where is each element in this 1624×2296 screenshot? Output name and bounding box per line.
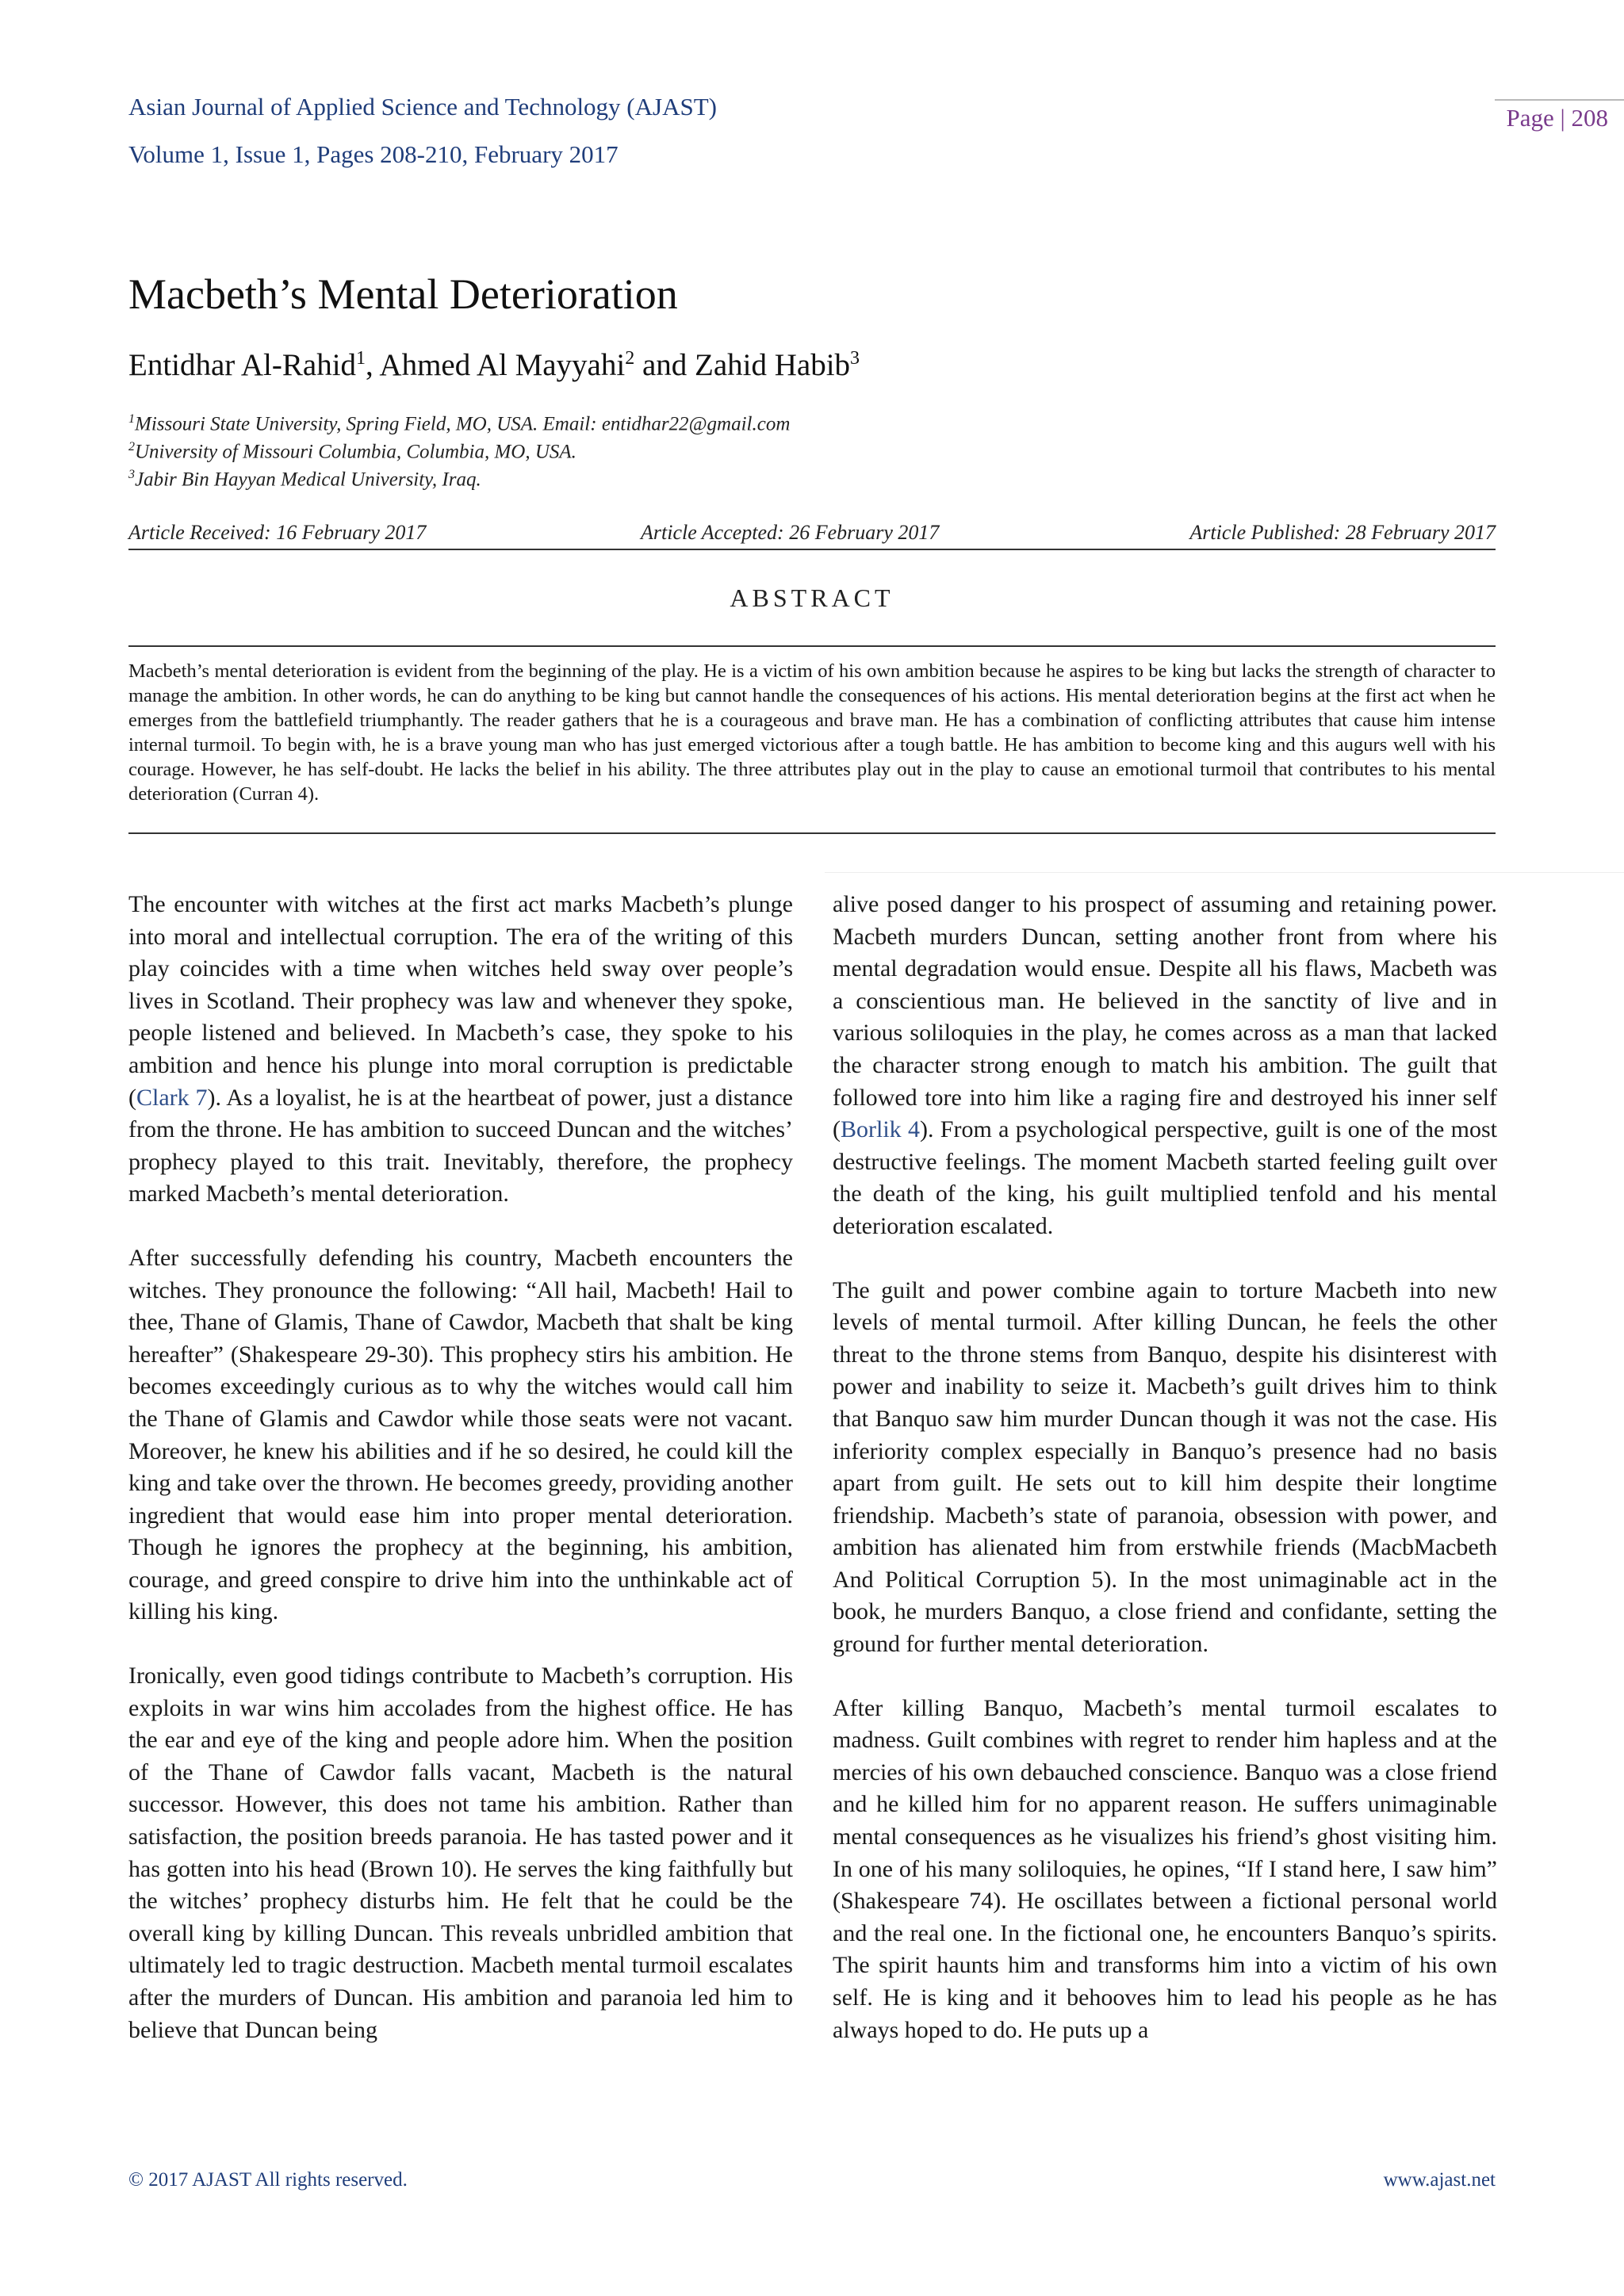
affiliation	[128, 412, 790, 435]
abstract-text: Macbeth’s mental deterioration is evident from the beginning of the play. He is a victim of his own ambition because he aspires to be king but lacks the strength of character to manage the ambition. In other words, he can do anything to be king but cannot handle the consequences of his actions. His mental deterioration begins at the first act when he emerges from the battlefield triumphantly. The reader gathers that he is a courageous and brave man. He has a combination of conflicting attributes that cause him intense internal turmoil. To begin with, he is a brave young man who has just emerged victorious after a tough battle. He has ambition to become king and this augurs well with his courage. However, he has self-doubt. He lacks the belief in his ability. The three attributes play out in the play to cause an emotional turmoil that contributes to his mental deterioration (Curran 4).	[128, 660, 1496, 805]
affiliation-text: Jabir Bin Hayyan Medical University, Iraq.	[135, 469, 481, 491]
author-affiliation-mark: 1	[356, 348, 366, 369]
paragraph-text: ). From a psychological perspective, guilt is one of the most destructive feelings. The moment Macbeth started feeling guilt over the death of the king, his guilt multiplied tenfold and his mental deterioration escalated.	[833, 1116, 1498, 1239]
header-rule	[1495, 99, 1624, 101]
paragraph-text: alive posed danger to his prospect of assuming and retaining power. Macbeth murders Duncan, setting another front from where his mental degradation would ensue. Despite all his flaws, Macbeth was a conscientious man. He believed in the sanctity of live and in various soliloquies in the play, he comes across as a man that lacked the character strong enough to match his ambition. The guilt that followed tore into him like a raging fire and destroyed his inner self (	[833, 891, 1497, 1143]
dates-rule	[128, 549, 1496, 550]
body-paragraph	[128, 1660, 793, 2046]
journal-volume-info: Volume 1, Issue 1, Pages 208-210, February 2017	[128, 140, 619, 168]
date-published: Article Published: 28 February 2017	[1189, 521, 1496, 544]
body-paragraph	[833, 889, 1497, 1243]
author-list	[128, 347, 860, 383]
column-divider-rule	[825, 872, 1624, 873]
body-paragraph	[833, 1275, 1497, 1661]
author-name: Ahmed Al Mayyahi	[379, 348, 626, 382]
paragraph-text: The guilt and power combine again to torture Macbeth into new levels of mental turmoil. After killing Duncan, he feels the other threat to the throne stems from Banquo, despite his disinterest with power and inability to seize it. Macbeth’s guilt drives him to think that Banquo saw him murder Duncan though it was not the case. His inferiority complex especially in Banquo’s presence had no basis apart from guilt. He sets out to kill him despite their longtime friendship. Macbeth’s state of paranoia, obsession with power, and ambition has alienated him from erstwhile friends (MacbMacbeth And Political Corruption 5). In the most unimaginable act in the book, he murders Banquo, a close friend and confidante, setting the ground for further mental deterioration.	[833, 1276, 1497, 1658]
article-title: Macbeth’s Mental Deterioration	[128, 270, 678, 318]
copyright-notice: © 2017 AJAST All rights reserved.	[128, 2169, 408, 2191]
journal-name: Asian Journal of Applied Science and Technology (AJAST)	[128, 93, 717, 121]
date-accepted: Article Accepted: 26 February 2017	[641, 521, 940, 544]
affiliation-text: Missouri State University, Spring Field, MO, USA. Email: entidhar22@gmail.com	[135, 413, 791, 435]
date-received: Article Received: 16 February 2017	[128, 521, 427, 544]
affiliation-mark: 1	[128, 412, 135, 426]
citation-link[interactable]: Borlik 4	[841, 1116, 920, 1143]
body-paragraph	[833, 1693, 1497, 2047]
affiliation-mark: 3	[128, 468, 135, 481]
paragraph-text: The encounter with witches at the first act marks Macbeth’s plunge into moral and intellectual corruption. The era of the writing of this play coincides with a time when witches held sway over people’s lives in Scotland. Their prophecy was law and whenever they spoke, people listened and believed. In Macbeth’s case, they spoke to his ambition and hence his plunge into moral corruption is predictable (	[128, 891, 793, 1111]
citation-link[interactable]: Clark 7	[136, 1084, 208, 1111]
abstract-top-rule	[128, 645, 1496, 647]
paragraph-text: Ironically, even good tidings contribute to Macbeth’s corruption. His exploits in war wins him accolades from the highest office. He has the ear and eye of the king and people adore him. When the position of the Thane of Cawdor falls vacant, Macbeth is the natural successor. However, this does not tame his ambition. Rather than satisfaction, the position breeds paranoia. He has tasted power and it has gotten into his head (Brown 10). He serves the king faithfully but the witches’ prophecy disturbs him. He felt that he could be the overall king by killing Duncan. This reveals unbridled ambition that ultimately led to tragic destruction. Macbeth mental turmoil escalates after the murders of Duncan. His ambition and paranoia led him to believe that Duncan being	[128, 1663, 793, 2043]
author-name: Entidhar Al-Rahid	[128, 348, 357, 382]
paragraph-text: ). As a loyalist, he is at the heartbeat of power, just a distance from the throne. He has ambition to succeed Duncan and the witches’ prophecy played to this trait. Inevitably, therefore, the prophecy marked Macbeth’s mental deterioration.	[128, 1084, 793, 1207]
author-name: Zahid Habib	[695, 348, 851, 382]
abstract-bottom-rule	[128, 832, 1496, 834]
affiliation	[128, 468, 481, 491]
journal-website-link[interactable]: www.ajast.net	[1383, 2169, 1496, 2191]
paragraph-text: After killing Banquo, Macbeth’s mental turmoil escalates to madness. Guilt combines with regret to render him hapless and at the mercies of his own debauched conscience. Banquo was a close friend and he killed him for no apparent reason. He suffers unimaginable mental consequences as he visualizes his friend’s ghost visiting him. In one of his many soliloquies, he opines, “If I stand here, I saw him” (Shakespeare 74). He oscillates between a fictional personal world and the real one. In the fictional one, he encounters Banquo’s spirits. The spirit haunts him and transforms him into a victim of his own self. He is king and it behooves him to lead his people as he has always hoped to do. He puts up a	[833, 1694, 1497, 2043]
abstract-heading: ABSTRACT	[730, 584, 894, 612]
author-separator: ,	[366, 348, 380, 382]
affiliation-mark: 2	[128, 440, 135, 453]
page-number: Page | 208	[1506, 104, 1608, 132]
body-paragraph	[128, 889, 793, 1211]
affiliation-text: University of Missouri Columbia, Columbia, MO, USA.	[135, 441, 576, 463]
body-column-left	[128, 889, 793, 2078]
body-paragraph	[128, 1242, 793, 1628]
body-column-right	[833, 889, 1497, 2078]
paragraph-text: After successfully defending his country, Macbeth encounters the witches. They pronounce the following: “All hail, Macbeth! Hail to thee, Thane of Glamis, Thane of Cawdor, Macbeth that shalt be king hereafter” (Shakespeare 29-30). This prophecy stirs his ambition. He becomes exceedingly curious as to why the witches would call him the Thane of Glamis and Cawdor while those seats were not vacant. Moreover, he knew his abilities and if he so desired, he could kill the king and take over the thrown. He becomes greedy, providing another ingredient that would ease him into proper mental deterioration. Though he ignores the prophecy at the beginning, his ambition, courage, and greed conspire to drive him into the unthinkable act of killing his king.	[128, 1244, 793, 1625]
author-affiliation-mark: 2	[625, 348, 635, 369]
affiliation	[128, 440, 576, 463]
author-affiliation-mark: 3	[850, 348, 860, 369]
author-separator: and	[634, 348, 695, 382]
